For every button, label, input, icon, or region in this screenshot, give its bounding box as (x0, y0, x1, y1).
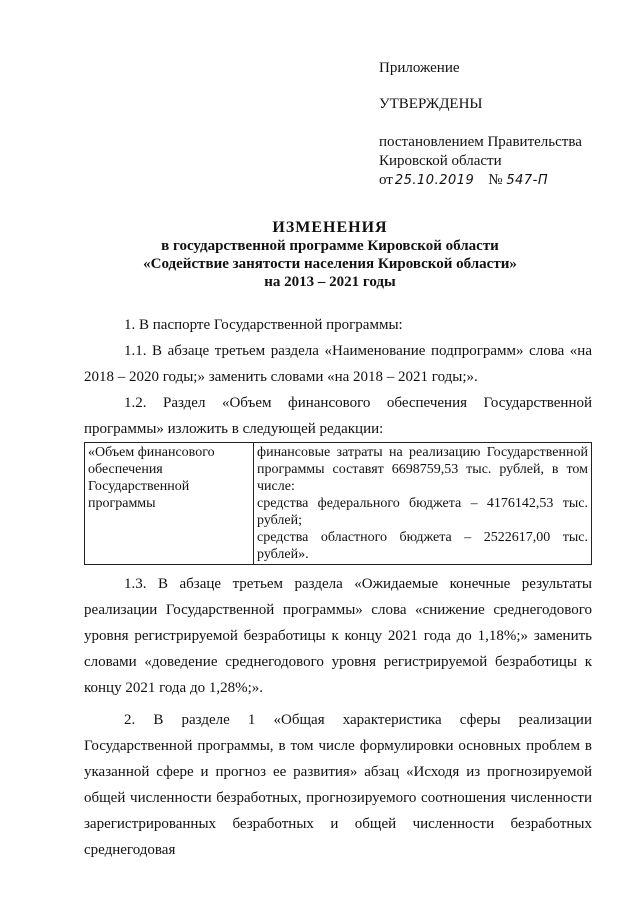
document-body (84, 312, 592, 863)
title-line-2: в государственной программе Кировской области (161, 238, 499, 254)
appendix-label: Приложение (379, 60, 460, 76)
title-line-4: на 2013 – 2021 годы (264, 274, 396, 290)
document-title (60, 219, 600, 291)
table-right-line: средства областного бюджета – 2522617,00 тыс. рублей». (257, 530, 588, 562)
paragraph-1-3: 1.3. В абзаце третьем раздела «Ожидаемые конечные результаты реализации Государственной программы» слова «снижение среднегодового уровня регистрируемой безработицы к концу 2021 года до 1,18%;» заменить словами «доведение среднегодового уровня регистрируемой безработицы к концу 2021 года до 1,28%;». (84, 576, 592, 696)
table-right-line: средства федерального бюджета – 4176142,53 тыс. рублей; (257, 496, 588, 528)
date-number-line (379, 171, 619, 190)
approval-block (379, 59, 619, 190)
paragraph-1: 1. В паспорте Государственной программы: (124, 317, 403, 333)
decree-line-2: Кировской области (379, 153, 502, 169)
number-prefix: № (488, 172, 503, 188)
decree-line-1: постановлением Правительства (379, 134, 582, 150)
title-main: ИЗМЕНЕНИЯ (272, 219, 388, 236)
table-row (85, 443, 592, 565)
paragraph-1-2: 1.2. Раздел «Объем финансового обеспечения Государственной программы» изложить в следующей редакции: (84, 395, 592, 437)
date-prefix: от (379, 172, 393, 188)
table-right-line: финансовые затраты на реализацию Государственной программы составят 6698759,53 тыс. рублей, в том числе: (257, 445, 588, 494)
handwritten-date: 25.10.2019 (394, 173, 475, 188)
approved-label: УТВЕРЖДЕНЫ (379, 96, 483, 112)
paragraph-1-1: 1.1. В абзаце третьем раздела «Наименование подпрограмм» слова «на 2018 – 2020 годы;» заменить словами «на 2018 – 2021 годы;». (84, 343, 592, 385)
paragraph-2: 2. В разделе 1 «Общая характеристика сферы реализации Государственной программы, в том числе формулировки основных проблем в указанной сфере и прогноз ее развития» абзац «Исходя из прогнозируемой общей численности безработных, прогнозируемого соотношения численности зарегистрированных безработных и общей численности безработных среднегодовая (84, 712, 592, 858)
handwritten-number: 547-П (506, 173, 549, 188)
title-line-3: «Содействие занятости населения Кировской области» (143, 256, 517, 272)
table-cell-right (254, 443, 592, 565)
table-cell-left: «Объем финансового обеспечения Государственной программы (85, 443, 254, 565)
financing-table (84, 442, 592, 565)
